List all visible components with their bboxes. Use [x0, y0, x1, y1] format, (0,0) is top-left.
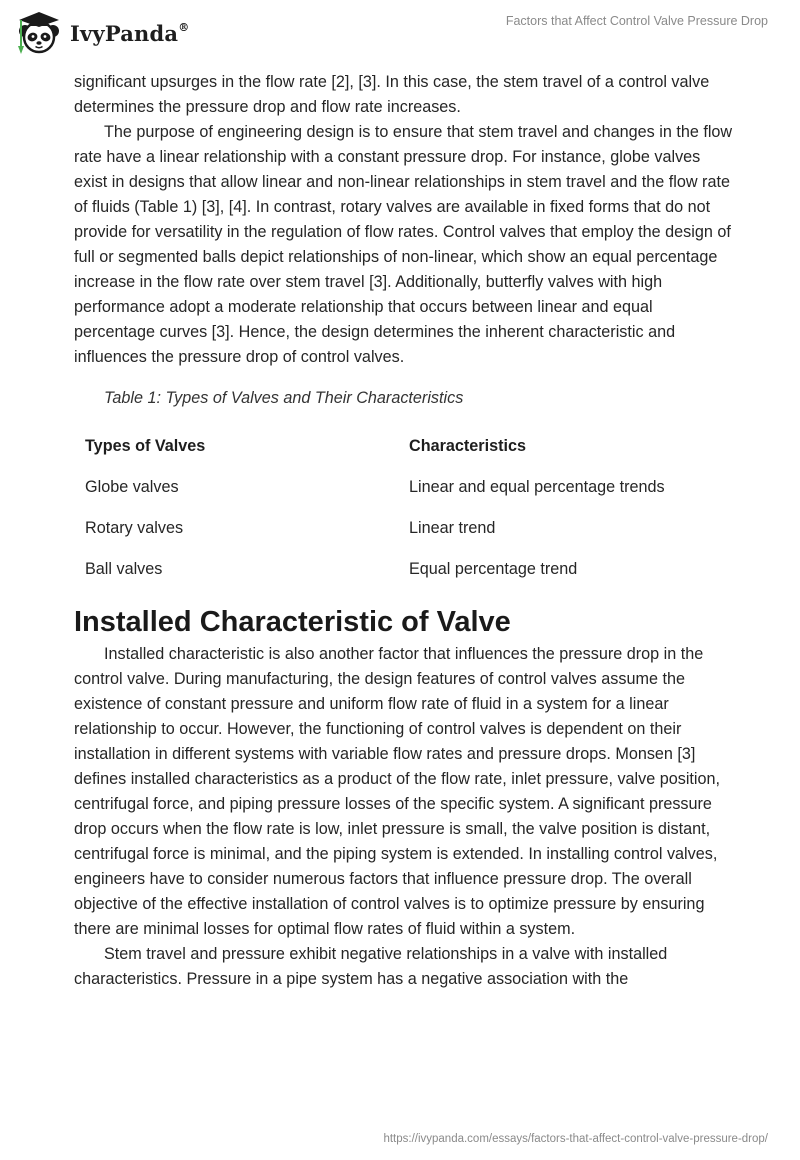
brand-text: IvyPanda	[70, 20, 179, 46]
table-header-row	[74, 426, 734, 467]
brand-name	[70, 21, 189, 46]
paragraph-1: significant upsurges in the flow rate [2], [3]. In this case, the stem travel of a control valve determines the pressure drop and flow rate increases.	[74, 73, 710, 116]
table-caption: Table 1: Types of Valves and Their Characteristics	[104, 389, 464, 407]
table-row	[74, 549, 734, 590]
paragraph-4: Stem travel and pressure exhibit negative relationships in a valve with installed characteristics. Pressure in a pipe system has a negative association with the	[74, 945, 668, 988]
article-body	[74, 70, 734, 992]
table-header-types: Types of Valves	[85, 437, 206, 455]
paragraph-2: The purpose of engineering design is to ensure that stem travel and changes in the flow rate have a linear relationship with a constant pressure drop. For instance, globe valves exist in designs that allow linear and non-linear relationships in stem travel and the flow rate of fluids (Table 1) [3], [4]. In contrast, rotary valves are available in fixed forms that do not provide for versatility in the regulation of flow rates. Control valves that employ the design of full or segmented balls depict relationships of non-linear, which show an equal percentage increase in the flow rate over stem travel [3]. Additionally, butterfly valves with high performance adopt a moderate relationship that occurs between linear and equal percentage curves [3]. Hence, the design determines the inherent characteristic and influences the pressure drop of control valves.	[74, 123, 733, 366]
table-header-characteristics: Characteristics	[409, 437, 526, 455]
document-title: Factors that Affect Control Valve Pressure Drop	[505, 14, 768, 28]
page-header	[0, 0, 800, 70]
valve-types-table	[74, 426, 734, 590]
table-row	[74, 508, 734, 549]
section-heading: Installed Characteristic of Valve	[74, 606, 511, 638]
table-row	[74, 467, 734, 508]
footer-source-url[interactable]: https://ivypanda.com/essays/factors-that-affect-control-valve-pressure-drop/	[383, 1133, 768, 1145]
brand-registered-mark: ®	[178, 20, 190, 34]
table-cell-characteristic: Equal percentage trend	[409, 560, 578, 578]
table-cell-type: Ball valves	[85, 560, 163, 578]
table-cell-characteristic: Linear trend	[409, 519, 496, 537]
panda-graduation-cap-icon	[14, 10, 64, 56]
ivypanda-logo[interactable]	[14, 10, 189, 56]
paragraph-3: Installed characteristic is also another factor that influences the pressure drop in the control valve. During manufacturing, the design features of control valves assume the existence of constant pressure and uniform flow rate of fluid in a system for a linear relationship to occur. However, the functioning of control valves is dependent on their installation in different systems with variable flow rates and pressure drops. Monsen [3] defines installed characteristics as a product of the flow rate, inlet pressure, valve position, centrifugal force, and piping pressure losses of the specific system. A significant pressure drop occurs when the flow rate is low, inlet pressure is small, the valve position is distant, centrifugal force is minimal, and the piping system is extended. In installing control valves, engineers have to consider numerous factors that influence pressure drop. The overall objective of the effective installation of control valves is to optimize pressure by ensuring there are minimal losses for optimal flow rates of fluid within a system.	[74, 645, 721, 938]
table-cell-type: Rotary valves	[85, 519, 184, 537]
table-cell-characteristic: Linear and equal percentage trends	[409, 478, 665, 496]
table-cell-type: Globe valves	[85, 478, 179, 496]
